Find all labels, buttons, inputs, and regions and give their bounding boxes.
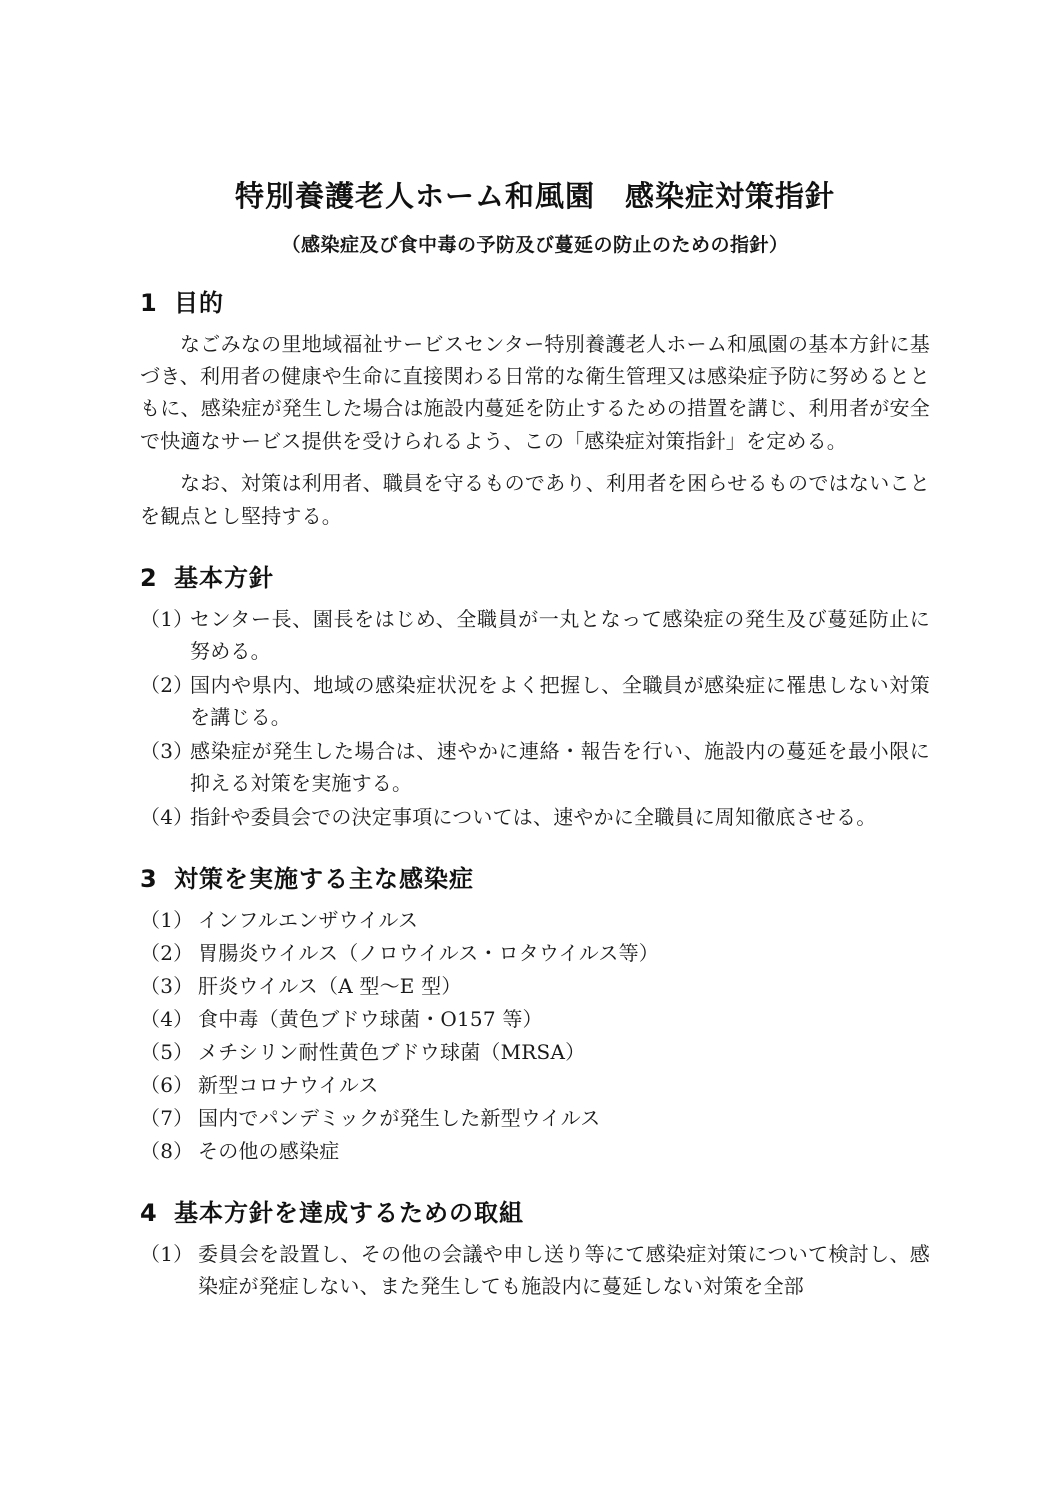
list-item-text: 国内や県内、地域の感染症状況をよく把握し、全職員が感染症に罹患しない対策を講じる。 (190, 673, 930, 730)
document-subtitle: （感染症及び食中毒の予防及び蔓延の防止のための指針） (281, 233, 789, 256)
section-3-list (140, 904, 930, 1167)
section-4-list (140, 1238, 930, 1302)
section-4-title: 基本方針を達成するための取組 (174, 1199, 524, 1228)
list-item (140, 937, 930, 969)
section-2-heading (140, 558, 930, 593)
list-item-marker: （8） (140, 1139, 194, 1164)
list-item (140, 669, 930, 733)
section-1-heading (140, 283, 930, 318)
section-2-title: 基本方針 (174, 564, 274, 593)
list-item-marker: （2） (140, 941, 194, 966)
list-item-marker: （4） (140, 1007, 194, 1032)
section-1-number: 1 (140, 288, 158, 317)
list-item-text: その他の感染症 (198, 1139, 340, 1164)
list-item-text: 肝炎ウイルス（A 型〜E 型） (198, 974, 462, 999)
section-4-number: 4 (140, 1199, 158, 1228)
section-4 (140, 1193, 930, 1302)
list-item-marker: （5） (140, 1040, 194, 1065)
list-item-text: 食中毒（黄色ブドウ球菌・O157 等） (198, 1007, 543, 1032)
list-item-text: メチシリン耐性黄色ブドウ球菌（MRSA） (198, 1040, 586, 1065)
list-item (140, 1102, 930, 1134)
section-4-heading (140, 1193, 930, 1228)
section-3-title: 対策を実施する主な感染症 (174, 865, 474, 894)
list-item (140, 801, 930, 833)
list-item-marker: （2） (140, 673, 194, 698)
section-1 (140, 283, 930, 532)
list-item-text: 感染症が発生した場合は、速やかに連絡・報告を行い、施設内の蔓延を最小限に抑える対策を実施する。 (190, 739, 930, 796)
section-3-number: 3 (140, 865, 158, 894)
list-item (140, 1003, 930, 1035)
section-2 (140, 558, 930, 833)
list-item-text: 新型コロナウイルス (198, 1073, 379, 1098)
list-item-marker: （3） (140, 974, 194, 999)
list-item-marker: （1） (140, 908, 194, 933)
list-item (140, 603, 930, 667)
document-title: 特別養護老人ホーム和風園 感染症対策指針 (234, 179, 835, 213)
list-item-text: インフルエンザウイルス (198, 908, 419, 933)
list-item-marker: （1） (140, 1242, 194, 1267)
list-item (140, 1069, 930, 1101)
list-item-marker: （6） (140, 1073, 194, 1098)
section-2-number: 2 (140, 564, 158, 593)
list-item (140, 735, 930, 799)
list-item (140, 1036, 930, 1068)
list-item-marker: （3） (140, 739, 194, 764)
section-1-paragraph-2: なお、対策は利用者、職員を守るものであり、利用者を困らせるものではないことを観点とし堅持する。 (140, 471, 930, 528)
list-item (140, 904, 930, 936)
section-3 (140, 859, 930, 1167)
list-item-text: 国内でパンデミックが発生した新型ウイルス (198, 1106, 601, 1131)
list-item (140, 970, 930, 1002)
list-item-marker: （7） (140, 1106, 194, 1131)
list-item-text: センター長、園長をはじめ、全職員が一丸となって感染症の発生及び蔓延防止に努める。 (190, 607, 930, 664)
section-3-heading (140, 859, 930, 894)
list-item-marker: （4） (140, 805, 194, 830)
list-item-text: 委員会を設置し、その他の会議や申し送り等にて感染症対策について検討し、感染症が発症しない、また発生しても施設内に蔓延しない対策を全部 (198, 1242, 930, 1299)
list-item-text: 胃腸炎ウイルス（ノロウイルス・ロタウイルス等） (198, 941, 659, 966)
list-item-marker: （1） (140, 607, 194, 632)
document-content (140, 178, 930, 1304)
section-1-title: 目的 (174, 288, 224, 317)
list-item-text: 指針や委員会での決定事項については、速やかに全職員に周知徹底させる。 (190, 805, 877, 830)
section-2-list (140, 603, 930, 833)
list-item (140, 1238, 930, 1302)
section-1-paragraph-1: なごみなの里地域福祉サービスセンター特別養護老人ホーム和風園の基本方針に基づき、利用者の健康や生命に直接関わる日常的な衛生管理又は感染症予防に努めるとともに、感染症が発生した場合は施設内蔓延を防止するための措置を講じ、利用者が安全で快適なサービス提供を受けられるよう、この「感染症対策指針」を定める。 (140, 331, 930, 453)
list-item (140, 1135, 930, 1167)
